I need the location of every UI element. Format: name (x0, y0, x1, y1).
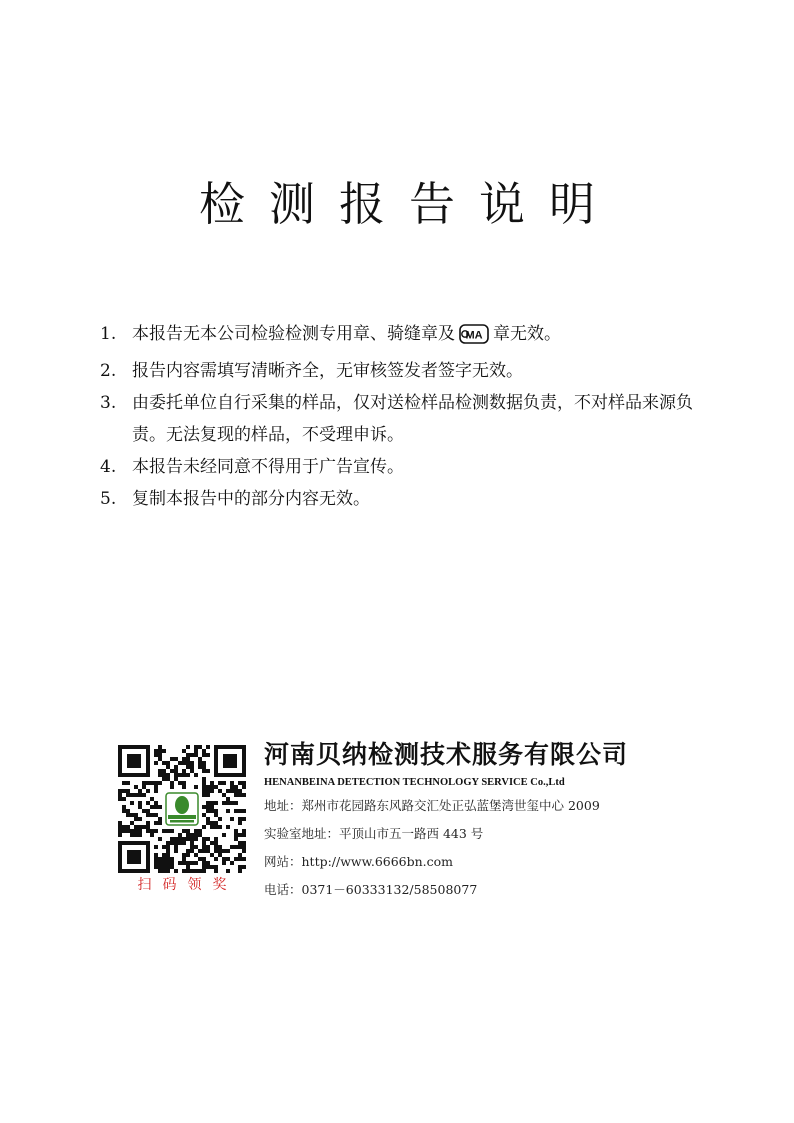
company-phone: 电话：0371－60333132/58508077 (264, 882, 478, 897)
note-text: 报告内容需填写清晰齐全，无审核签发者签字无效。 (132, 361, 523, 381)
note-number: 5. (100, 489, 117, 509)
note-number: 4. (100, 457, 117, 477)
note-number: 1. (100, 324, 117, 344)
note-item (100, 318, 720, 355)
note-text: 由委托单位自行采集的样品，仅对送检样品检测数据负责，不对样品来源负责。无法复现的样品，不受理申诉。 (132, 393, 693, 445)
note-item (100, 387, 720, 451)
note-text-part: 章无效。 (493, 324, 561, 344)
note-number: 2. (100, 361, 117, 381)
company-address: 地址：郑州市花园路东风路交汇处正弘蓝堡湾世玺中心 2009 (264, 798, 600, 813)
company-info (264, 738, 724, 904)
company-website: 网站：http://www.6666bn.com (264, 854, 454, 869)
note-item (100, 451, 720, 483)
company-name-en: HENANBEINA DETECTION TECHNOLOGY SERVICE Co.,Ltd (264, 777, 565, 788)
qr-caption: 扫码领奖 (137, 877, 238, 893)
note-item (100, 483, 720, 515)
note-number: 3. (100, 393, 117, 413)
note-text (132, 318, 720, 355)
notes-list (100, 318, 720, 515)
note-text: 本报告未经同意不得用于广告宣传。 (132, 457, 404, 477)
page-title: 检测报告说明 (199, 177, 619, 231)
note-item (100, 355, 720, 387)
company-lab-address: 实验室地址：平顶山市五一路西 443 号 (264, 826, 484, 841)
svg-text:MA: MA (465, 329, 483, 342)
company-name-cn: 河南贝纳检测技术服务有限公司 (264, 740, 629, 769)
qr-code-icon[interactable] (118, 745, 246, 873)
note-text-part: 本报告无本公司检验检测专用章、骑缝章及 (132, 324, 455, 344)
note-text: 复制本报告中的部分内容无效。 (132, 489, 370, 509)
cma-mark-icon (459, 323, 489, 355)
